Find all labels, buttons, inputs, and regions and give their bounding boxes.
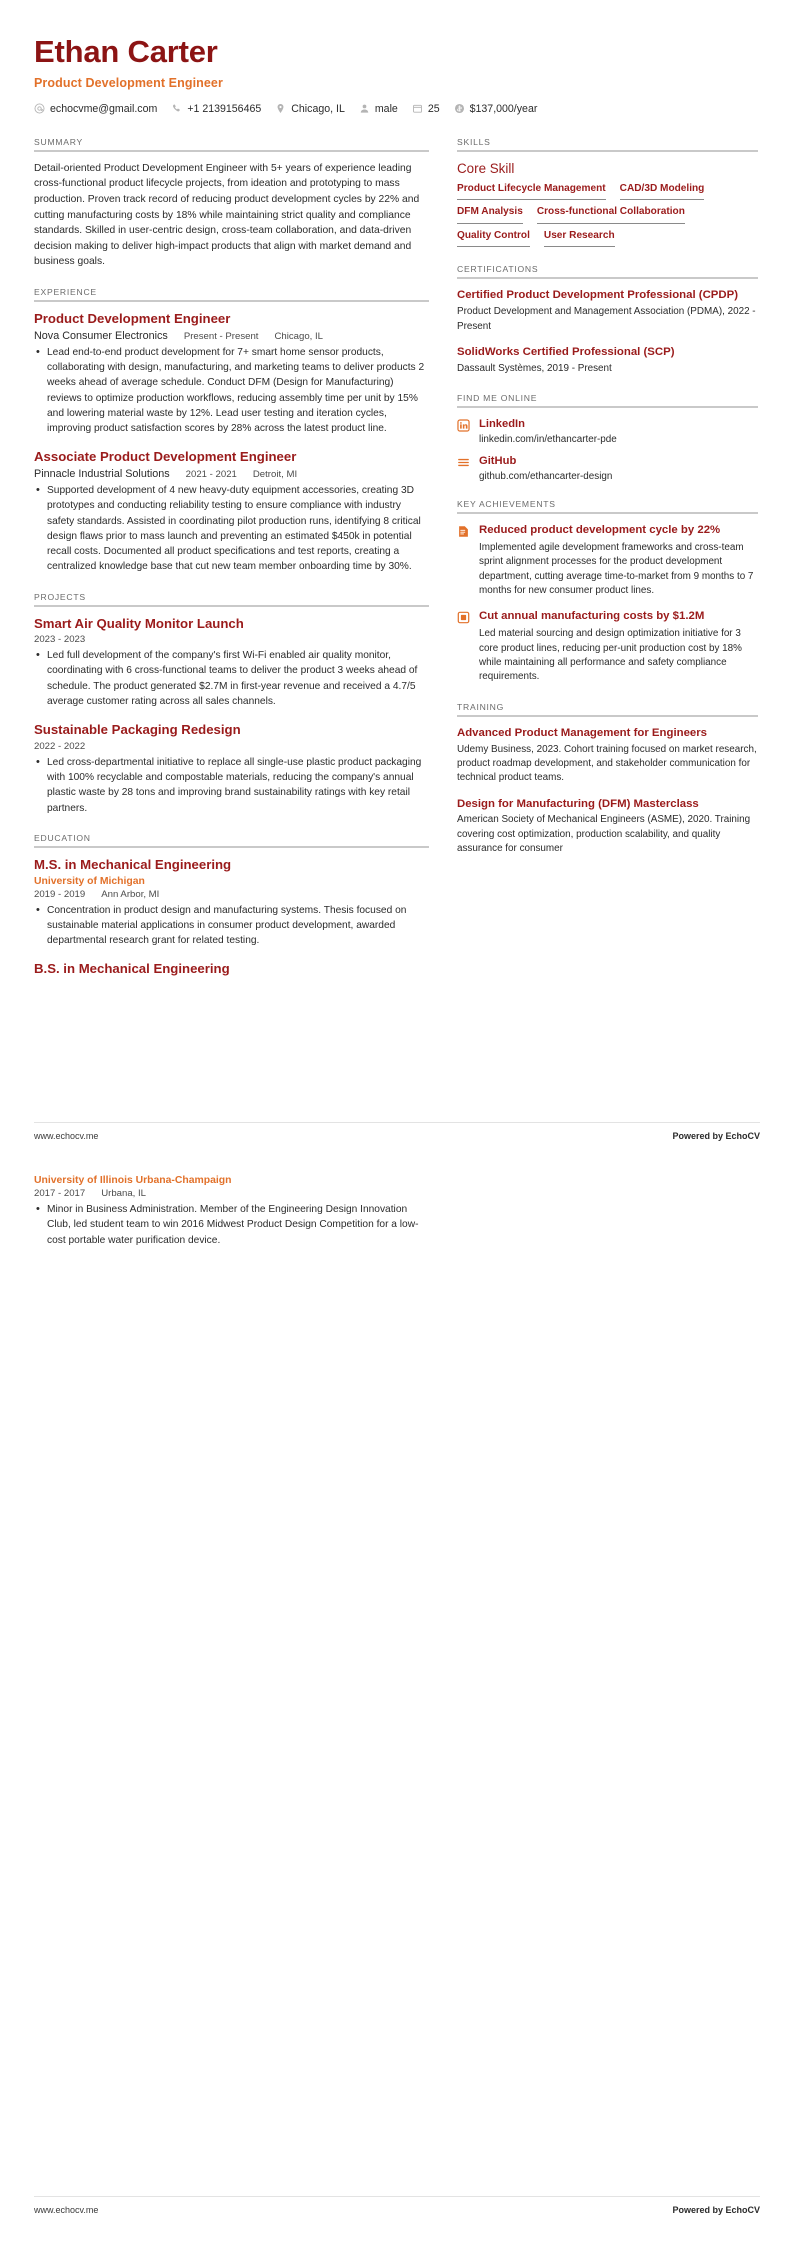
contact-gender [359, 103, 398, 115]
footer-site-url[interactable]: www.echocv.me [34, 2205, 99, 2215]
experience-entry [34, 311, 429, 436]
experience-org: Pinnacle Industrial Solutions [34, 467, 170, 480]
section-find-me-online [457, 393, 758, 482]
education-degree: M.S. in Mechanical Engineering [34, 857, 232, 873]
education-school: University of Illinois Urbana-Champaign [34, 1175, 232, 1186]
education-continuation [34, 1175, 429, 1250]
person-icon [359, 103, 370, 114]
section-divider [457, 715, 758, 717]
project-entry [34, 616, 429, 710]
achievement-body [479, 609, 758, 684]
contact-salary-value: $137,000/year [469, 102, 538, 115]
contact-salary [454, 103, 538, 115]
experience-meta [34, 468, 429, 480]
skills-list [457, 183, 758, 248]
experience-dates: Present - Present [183, 330, 259, 342]
resume-body [0, 115, 794, 995]
project-entry [34, 722, 429, 816]
education-location: Ann Arbor, MI [101, 888, 160, 900]
section-training [457, 702, 758, 857]
left-column [34, 137, 429, 995]
page-footer [34, 1122, 760, 1141]
linkedin-label: LinkedIn [479, 418, 525, 431]
achievement-item [457, 523, 758, 598]
education-location: Urbana, IL [101, 1188, 147, 1199]
project-bullets [34, 755, 429, 816]
education-entry [34, 961, 429, 978]
document-icon [457, 525, 470, 538]
education-entry [34, 1175, 429, 1248]
section-divider [34, 150, 429, 152]
chip-icon [457, 611, 470, 624]
bullet-item: • Concentration in product design and manufacturing systems. Thesis focused on sustainable material applications in consumer product development, awarded departmental research grant for related testing. [47, 903, 429, 949]
linkedin-url[interactable]: linkedin.com/in/ethancarter-pde [479, 434, 617, 446]
achievement-title: Reduced product development cycle by 22% [479, 524, 721, 537]
salary-icon [454, 103, 465, 114]
skill-chip: User Research [544, 230, 615, 248]
project-meta [34, 741, 429, 752]
bullet-item: • Lead end-to-end product development for 7+ smart home sensor products, collaborating with design, manufacturing, and marketing teams to deliver products 2 weeks ahead of average schedule. Conduct DFM (Design for Manufacturing) reviews to optimize production workflows, reducing assembly time per unit by 15% and lowering material waste by 12%. Lead user testing and iteration cycles, improving product satisfaction scores by 28% across the latest product line. [47, 345, 429, 437]
education-bullets [34, 903, 429, 949]
skills-group-label: Core Skill [457, 160, 515, 176]
section-divider [457, 277, 758, 279]
github-details [479, 454, 612, 482]
education-dates: 2017 - 2017 [34, 1188, 86, 1199]
experience-entry [34, 449, 429, 574]
skill-chip: CAD/3D Modeling [620, 183, 705, 201]
project-title: Smart Air Quality Monitor Launch [34, 615, 244, 631]
training-description: American Society of Mechanical Engineers (ASME), 2020. Training covering cost optimization, production scalability, and quality assurance for consumer [457, 814, 751, 855]
section-divider [34, 846, 429, 848]
section-projects [34, 592, 429, 816]
contact-age [412, 103, 440, 115]
calendar-icon [412, 103, 423, 114]
candidate-job-title: Product Development Engineer [34, 75, 223, 90]
online-profile-linkedin[interactable] [457, 417, 758, 445]
bullet-item: • Led cross-departmental initiative to replace all single-use plastic product packaging with 100% recyclable and compostable materials, reducing the company's annual plastic waste by 28 tons and improving brand sustainability ratings with key retail partners. [47, 755, 429, 816]
candidate-name: Ethan Carter [34, 34, 218, 69]
section-heading-summary: SUMMARY [34, 136, 84, 147]
achievement-body [479, 523, 758, 598]
experience-title: Product Development Engineer [34, 311, 231, 327]
section-heading-experience: EXPERIENCE [34, 287, 97, 298]
section-key-achievements [457, 499, 758, 685]
training-description: Udemy Business, 2023. Cohort training focused on market research, product roadmap development, and stakeholder communication for technical product teams. [457, 743, 757, 784]
education-meta [34, 1188, 429, 1199]
skill-chip: Product Lifecycle Management [457, 183, 606, 201]
project-bullets [34, 648, 429, 709]
section-heading-find-me-online: FIND ME ONLINE [457, 393, 538, 404]
github-label: GitHub [479, 455, 517, 468]
section-education [34, 833, 429, 978]
section-heading-skills: SKILLS [457, 136, 491, 147]
certification-issuer: Dassault Systèmes, 2019 - Present [457, 362, 612, 374]
section-heading-certifications: CERTIFICATIONS [457, 264, 539, 275]
training-item [457, 797, 758, 857]
education-entry [34, 857, 429, 948]
section-divider [34, 300, 429, 302]
footer-powered-by: Powered by EchoCV [672, 2205, 760, 2215]
contact-phone [171, 103, 261, 115]
github-icon [457, 456, 470, 469]
certification-item [457, 288, 758, 334]
resume-header [0, 0, 794, 115]
achievement-item [457, 609, 758, 684]
achievement-title: Cut annual manufacturing costs by $1.2M [479, 610, 705, 623]
experience-dates: 2021 - 2021 [185, 468, 237, 480]
certification-item [457, 345, 758, 376]
certification-issuer: Product Development and Management Association (PDMA), 2022 - Present [457, 306, 756, 332]
skill-chip: Quality Control [457, 230, 530, 248]
skill-chip: DFM Analysis [457, 206, 523, 224]
bullet-item: • Minor in Business Administration. Member of the Engineering Design Innovation Club, led student team to win 2016 Midwest Product Design Competition for a low-cost portable water purification device. [47, 1202, 429, 1248]
section-experience [34, 287, 429, 575]
experience-title: Associate Product Development Engineer [34, 449, 297, 465]
experience-bullets [34, 483, 429, 575]
education-degree: B.S. in Mechanical Engineering [34, 961, 230, 977]
project-meta [34, 634, 429, 645]
online-profile-github[interactable] [457, 454, 758, 482]
contact-gender-value: male [374, 102, 398, 115]
contact-location-value: Chicago, IL [291, 102, 345, 115]
location-pin-icon [275, 103, 286, 114]
project-dates: 2022 - 2022 [34, 740, 86, 752]
education-bullets [34, 1202, 429, 1248]
footer-powered-by: Powered by EchoCV [672, 1131, 760, 1141]
section-summary [34, 137, 429, 270]
section-heading-key-achievements: KEY ACHIEVEMENTS [457, 499, 556, 510]
github-url[interactable]: github.com/ethancarter-design [479, 471, 613, 483]
training-item [457, 726, 758, 786]
section-heading-projects: PROJECTS [34, 591, 86, 602]
training-title: Design for Manufacturing (DFM) Masterclass [457, 797, 699, 810]
section-divider [457, 150, 758, 152]
section-skills [457, 137, 758, 248]
achievement-description: Led material sourcing and design optimization initiative for 3 core product lines, reducing per-unit production cost by 18% while maintaining all performance and safety compliance requirements. [479, 628, 742, 683]
experience-meta [34, 330, 429, 342]
certification-title: SolidWorks Certified Professional (SCP) [457, 346, 675, 359]
certification-title: Certified Product Development Professional (CPDP) [457, 289, 739, 302]
training-title: Advanced Product Management for Engineers [457, 726, 708, 739]
contact-email-value: echocvme@gmail.com [50, 102, 158, 115]
contact-phone-value: +1 2139156465 [187, 102, 262, 115]
summary-text: Detail-oriented Product Development Engineer with 5+ years of experience leading cross-functional product lifecycle projects, from ideation and prototyping to mass production. Proven track record of reducing product development cycles by 22% and cutting manufacturing costs by 18% while maintaining strict quality and compliance standards. Skilled in user-centric design, cross-team collaboration, and data-driven decision making to deliver high-impact products that align with market demand and business goals. [34, 162, 420, 268]
experience-bullets [34, 345, 429, 437]
experience-location: Chicago, IL [274, 330, 323, 342]
bullet-item: • Led full development of the company's first Wi-Fi enabled air quality monitor, coordinating with 6 cross-functional teams to deliver the product 3 weeks ahead of schedule. The product generated $2.7M in first-year revenue and received a 4.7/5 average customer rating across all sales channels. [47, 648, 429, 709]
contact-email [34, 103, 157, 115]
education-school: University of Michigan [34, 875, 145, 887]
section-heading-education: EDUCATION [34, 833, 91, 844]
phone-icon [171, 103, 182, 114]
education-meta [34, 889, 429, 900]
footer-site-url[interactable]: www.echocv.me [34, 1131, 99, 1141]
education-dates: 2019 - 2019 [34, 888, 86, 900]
skill-chip: Cross-functional Collaboration [537, 206, 685, 224]
email-icon [34, 103, 45, 114]
section-divider [457, 406, 758, 408]
experience-org: Nova Consumer Electronics [34, 329, 168, 342]
linkedin-details [479, 417, 617, 445]
experience-location: Detroit, MI [252, 468, 298, 480]
page-footer [34, 2196, 760, 2215]
section-heading-training: TRAINING [457, 701, 505, 712]
section-divider [34, 605, 429, 607]
bullet-item: • Supported development of 4 new heavy-duty equipment accessories, creating 3D prototypes and conducting reliability testing to ensure compliance with industry safety standards. Assisted in coordinating pilot production runs, identifying 8 critical design flaws prior to mass launch and preventing an estimated $450k in potential recall costs. Documented all product specifications and test reports, creating a centralized knowledge base that cut new team member onboarding time by 30%. [47, 483, 429, 575]
section-certifications [457, 264, 758, 376]
contact-row [34, 103, 760, 115]
project-dates: 2023 - 2023 [34, 634, 86, 646]
contact-location [275, 103, 345, 115]
right-column [457, 137, 758, 874]
achievement-description: Implemented agile development frameworks and cross-team sprint alignment processes for the product development department, cutting average time-to-market from 9 months to 7 months for new consumer product lines. [479, 542, 754, 597]
contact-age-value: 25 [427, 102, 440, 115]
project-title: Sustainable Packaging Redesign [34, 722, 241, 738]
linkedin-icon [457, 419, 470, 432]
section-divider [457, 512, 758, 514]
